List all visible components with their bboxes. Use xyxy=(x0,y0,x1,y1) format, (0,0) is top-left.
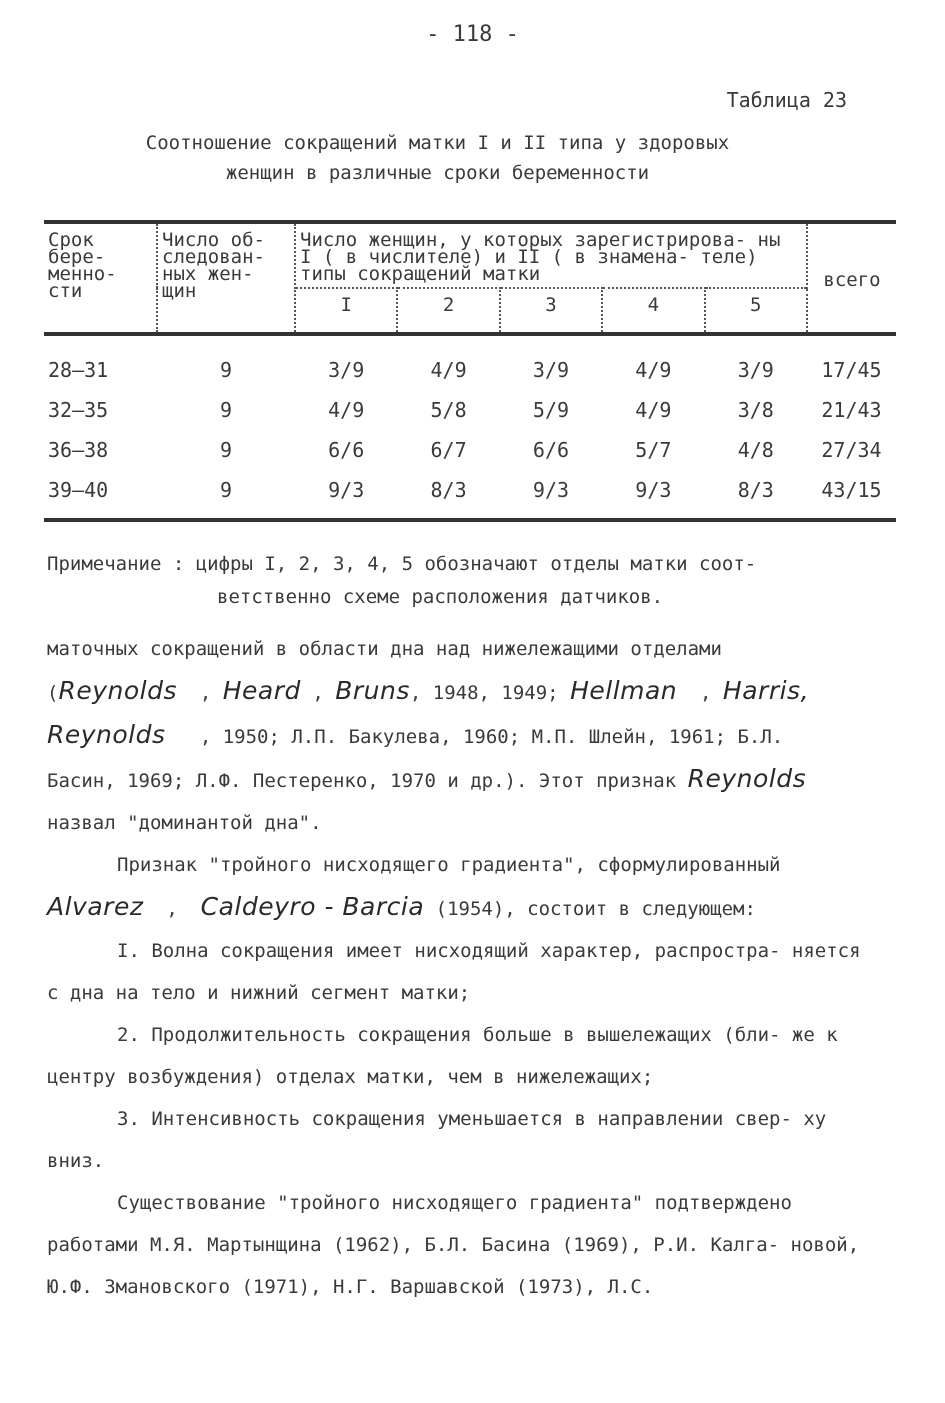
text-segment: Басин, 1969; Л.Ф. Пестеренко, 1970 и др.). Этот признак xyxy=(47,770,677,792)
data-table xyxy=(44,220,896,522)
header-section-5: 5 xyxy=(705,288,807,334)
text-segment: ( xyxy=(47,682,59,704)
paragraph xyxy=(47,844,877,886)
page-number: - 118 - xyxy=(426,22,519,47)
cell-term: 36–38 xyxy=(48,438,109,462)
text-segment: , 1948, 1949; xyxy=(409,682,559,704)
note-line: Примечание : цифры I, 2, 3, 4, 5 обозначают отделы матки соот- xyxy=(47,553,757,575)
cell-value: 4/9 xyxy=(328,398,365,422)
cell-value: 9/3 xyxy=(500,470,602,520)
header-section-2: 2 xyxy=(397,288,499,334)
paragraph: Существование "тройного нисходящего градиента" подтверждено работами М.Я. Мартынщина (1962), Б.Л. Басина (1969), Р.И. Калга- новой, Ю.Ф. Змановского (1971), Н.Г. Варшавской (1973), Л.С. xyxy=(47,1192,860,1298)
table-row xyxy=(44,470,896,520)
author-name: Heard xyxy=(222,676,301,705)
cell-value: 6/7 xyxy=(430,438,467,462)
table-title-line: Соотношение сокращений матки I и II типа у здоровых xyxy=(145,132,730,154)
header-group: Число женщин, у которых зарегистрирова- ны I ( в числителе) и II ( в знамена- теле) типы сокращений матки xyxy=(295,222,807,288)
author-name: Reynolds xyxy=(687,764,807,793)
text-segment: назвал "доминантой дна". xyxy=(47,812,322,834)
cell-value: 5/8 xyxy=(430,398,467,422)
author-name: Hellman xyxy=(570,676,678,705)
header-count: Число об- следован- ных жен- щин xyxy=(157,222,295,334)
author-name: Reynolds xyxy=(58,676,177,705)
cell-value: 6/6 xyxy=(328,438,365,462)
cell-value: 6/6 xyxy=(532,438,570,462)
paragraph: маточных сокращений в области дна над нижележащими отделами (Reynolds , Heard , Bruns, 1948, 1949; Hellman , Harris, Reynolds , 1950; Л.П. Бакулева, 1960; М.П. Шлейн, 1961; Б.Л. Басин, 1969; Л.Ф. Пестеренко, 1970 и др.). Этот признак Reynolds назвал "доминантой дна". xyxy=(47,638,810,834)
cell-value: 5/9 xyxy=(532,398,570,422)
note-line: ветственно схеме расположения датчиков. xyxy=(217,586,664,608)
text-segment: маточных сокращений в области дна над нижележащими отделами xyxy=(47,638,722,660)
table-row xyxy=(44,334,896,390)
header-term: Срок бере- менно- сти xyxy=(44,222,157,334)
table-row xyxy=(44,430,896,470)
header-section-4: 4 xyxy=(602,288,704,334)
cell-value: 3/9 xyxy=(705,334,807,390)
paragraph: Alvarez , Caldeyro - Barcia (1954), состоит в следующем: xyxy=(47,892,756,921)
cell-total: 43/15 xyxy=(807,470,896,520)
cell-value: 8/3 xyxy=(397,470,499,520)
text-segment: , 1950; Л.П. Бакулева, 1960; М.П. Шлейн, 1961; Б.Л. xyxy=(199,726,784,748)
cell-term: 28–31 xyxy=(44,334,157,390)
body-text xyxy=(47,628,877,1308)
author-name: Caldeyro - Barcia xyxy=(200,892,425,921)
table-title-line: женщин в различные сроки беременности xyxy=(225,162,650,184)
header-section-1: I xyxy=(295,288,397,334)
author-name: Harris, xyxy=(722,676,810,705)
cell-value: 5/7 xyxy=(635,438,672,462)
author-name: Reynolds xyxy=(47,720,166,749)
author-name: Bruns xyxy=(335,676,410,705)
cell-value: 4/9 xyxy=(602,334,704,390)
cell-value: 3/8 xyxy=(737,398,774,422)
cell-count: 9 xyxy=(157,470,295,520)
cell-value: 9/3 xyxy=(602,470,704,520)
cell-count: 9 xyxy=(219,398,233,422)
header-section-3: 3 xyxy=(500,288,602,334)
text-segment: Признак "тройного нисходящего градиента", сформулированный xyxy=(117,854,781,876)
cell-count: 9 xyxy=(219,438,233,462)
list-item: 2. Продолжительность сокращения больше в вышележащих (бли- же к центру возбуждения) отделах матки, чем в нижележащих; xyxy=(47,1024,838,1088)
cell-value: 9/3 xyxy=(295,470,397,520)
cell-value: 3/9 xyxy=(295,334,397,390)
cell-total: 17/45 xyxy=(807,334,896,390)
author-name: Alvarez xyxy=(47,892,144,921)
cell-total: 27/34 xyxy=(821,438,882,462)
cell-term: 32–35 xyxy=(48,398,109,422)
header-total: всего xyxy=(807,222,896,334)
list-item: 3. Интенсивность сокращения уменьшается в направлении свер- ху вниз. xyxy=(47,1108,827,1172)
cell-value: 3/9 xyxy=(500,334,602,390)
cell-count: 9 xyxy=(157,334,295,390)
table-note xyxy=(47,548,867,614)
cell-value: 4/9 xyxy=(635,398,672,422)
list-item: I. Волна сокращения имеет нисходящий характер, распростра- няется с дна на тело и нижний сегмент матки; xyxy=(47,940,861,1004)
table-label: Таблица 23 xyxy=(726,88,847,112)
table-title xyxy=(0,128,875,188)
cell-term: 39–40 xyxy=(44,470,157,520)
cell-value: 8/3 xyxy=(705,470,807,520)
text-segment: (1954), состоит в следующем: xyxy=(435,898,756,920)
table-row xyxy=(44,390,896,430)
cell-value: 4/9 xyxy=(397,334,499,390)
cell-value: 4/8 xyxy=(737,438,774,462)
cell-total: 21/43 xyxy=(821,398,882,422)
